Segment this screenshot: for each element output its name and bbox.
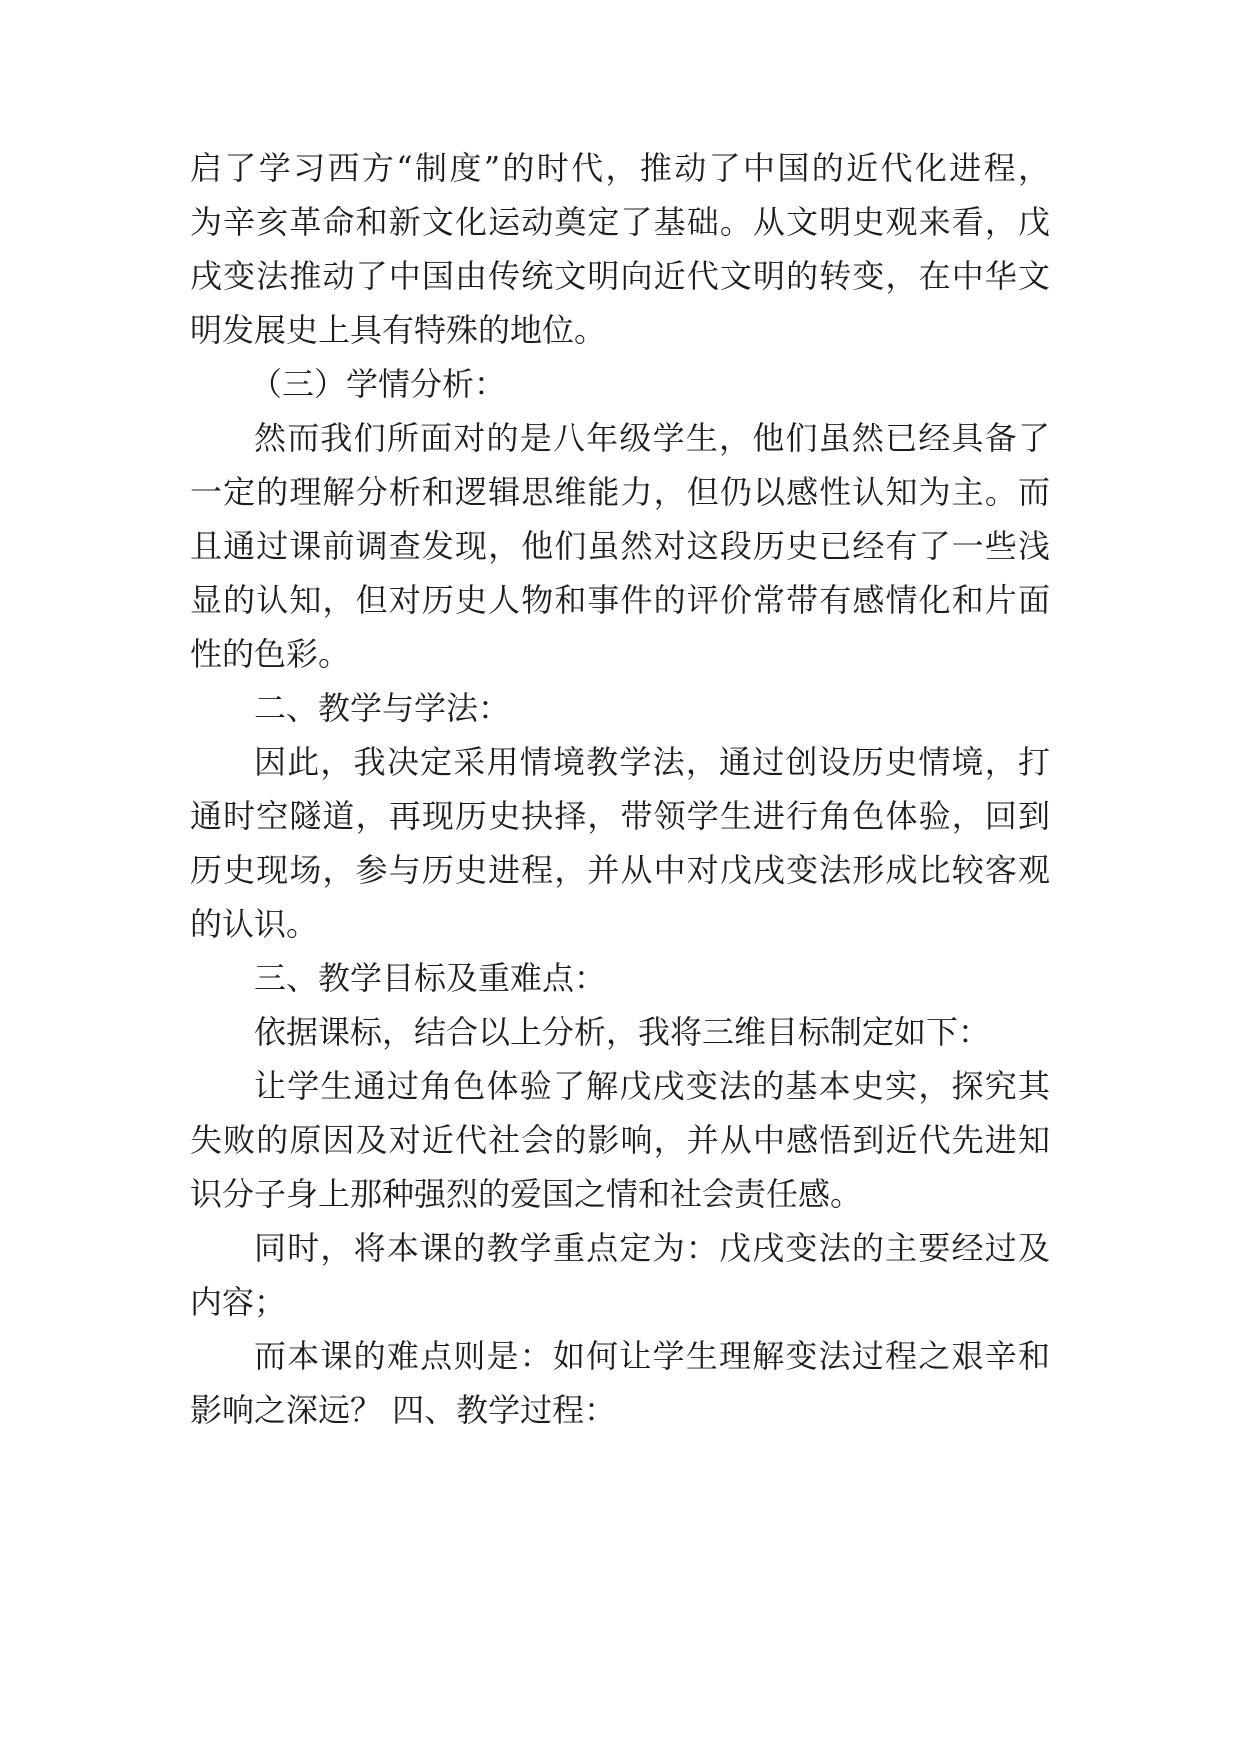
section-heading-student-analysis: （三）学情分析： xyxy=(250,365,507,403)
paragraph-line: 戌变法推动了中国由传统文明向近代文明的转变，在中华文 xyxy=(190,257,1050,295)
paragraph-line: 明发展史上具有特殊的地位。 xyxy=(190,311,607,349)
paragraph-line: 然而我们所面对的是八年级学生，他们虽然已经具备了 xyxy=(254,419,1050,457)
paragraph-line: 内容； xyxy=(190,1283,287,1321)
paragraph-line-with-heading: 影响之深远？ 四、教学过程： xyxy=(190,1391,617,1429)
paragraph-line: 依据课标，结合以上分析，我将三维目标制定如下： xyxy=(254,1013,991,1051)
paragraph-line: 历史现场，参与历史进程，并从中对戊戌变法形成比较客观 xyxy=(190,851,1050,889)
paragraph-line: 而本课的难点则是：如何让学生理解变法过程之艰辛和 xyxy=(254,1337,1050,1375)
section-heading-teaching-objectives: 三、教学目标及重难点： xyxy=(254,959,607,997)
paragraph-line: 因此，我决定采用情境教学法，通过创设历史情境，打 xyxy=(254,743,1050,781)
paragraph-line: 性的色彩。 xyxy=(190,635,351,673)
section-heading-teaching-methods: 二、教学与学法： xyxy=(254,689,511,727)
paragraph-line: 的认识。 xyxy=(190,905,319,943)
paragraph-line: 失败的原因及对近代社会的影响，并从中感悟到近代先进知 xyxy=(190,1121,1050,1159)
paragraph-line: 且通过课前调查发现，他们虽然对这段历史已经有了一些浅 xyxy=(190,527,1050,565)
paragraph-line: 启了学习西方“制度”的时代，推动了中国的近代化进程， xyxy=(190,149,1050,187)
paragraph-line: 识分子身上那种强烈的爱国之情和社会责任感。 xyxy=(190,1175,863,1213)
paragraph-line: 让学生通过角色体验了解戊戌变法的基本史实，探究其 xyxy=(254,1067,1050,1105)
paragraph-line: 显的认知，但对历史人物和事件的评价常带有感情化和片面 xyxy=(190,581,1050,619)
paragraph-line: 通时空隧道，再现历史抉择，带领学生进行角色体验，回到 xyxy=(190,797,1050,835)
paragraph-line: 同时，将本课的教学重点定为：戊戌变法的主要经过及 xyxy=(254,1229,1050,1267)
paragraph-line: 为辛亥革命和新文化运动奠定了基础。从文明史观来看，戊 xyxy=(190,203,1050,241)
paragraph-line: 一定的理解分析和逻辑思维能力，但仍以感性认知为主。而 xyxy=(190,473,1050,511)
